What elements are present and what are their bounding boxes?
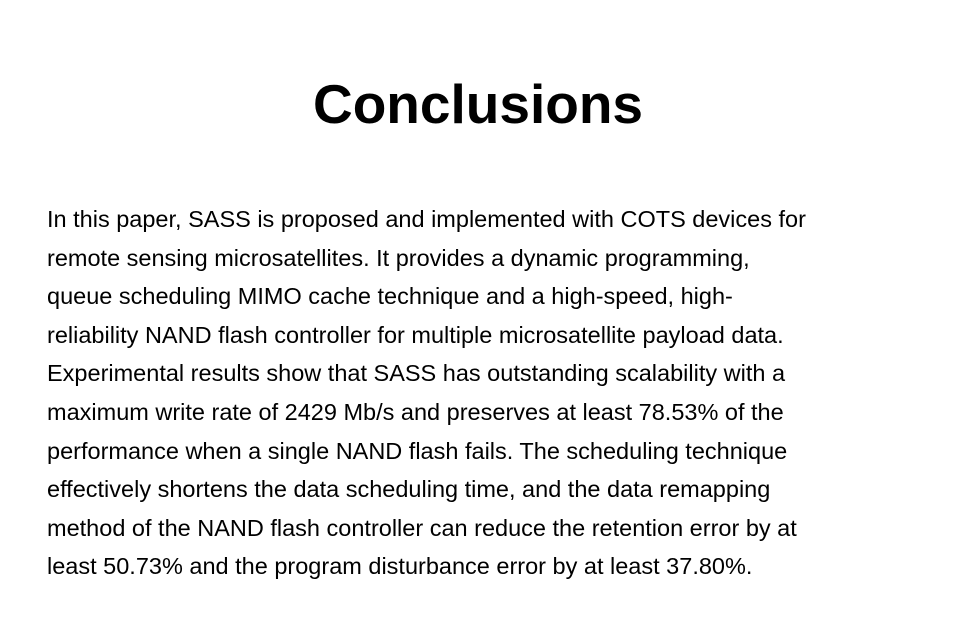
paragraph-line: least 50.73% and the program disturbance error by at least 37.80%.: [47, 553, 753, 580]
paragraph-line: In this paper, SASS is proposed and implemented with COTS devices for: [47, 206, 806, 232]
paragraph-line: maximum write rate of 2429 Mb/s and preserves at least 78.53% of the: [47, 398, 784, 425]
paragraph-line: reliability NAND flash controller for multiple microsatellite payload data.: [47, 321, 784, 348]
conclusion-paragraph: [47, 200, 927, 586]
paragraph-line: Experimental results show that SASS has outstanding scalability with a: [47, 360, 786, 387]
paragraph-line: queue scheduling MIMO cache technique and a high-speed, high-: [47, 283, 733, 310]
paragraph-line: effectively shortens the data scheduling time, and the data remapping: [47, 476, 771, 503]
page-title: Conclusions: [312, 73, 644, 135]
paragraph-line: performance when a single NAND flash fails. The scheduling technique: [47, 437, 788, 464]
paragraph-line: remote sensing microsatellites. It provides a dynamic programming,: [47, 244, 750, 271]
paragraph-line: method of the NAND flash controller can reduce the retention error by at: [47, 514, 797, 541]
